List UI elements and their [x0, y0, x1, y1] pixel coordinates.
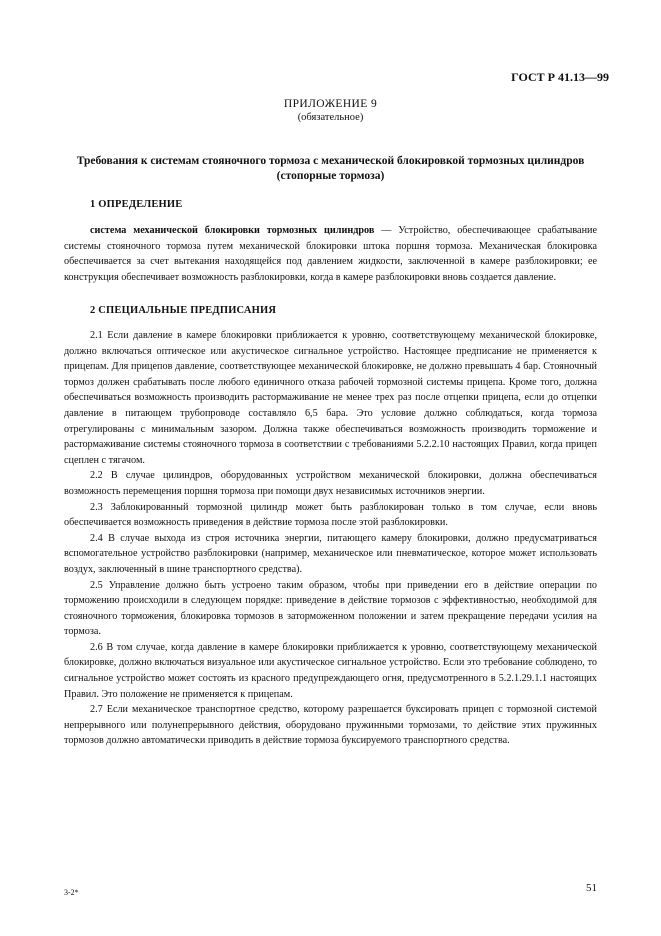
- paragraph-2-4: 2.4 В случае выхода из строя источника энергии, питающего камеру блокировки, должно предусматриваться вспомогательное устройство разблокировки (например, механическое или пневматическое, которое может использовать воздух, заключенный в шине транспортного средства).: [64, 532, 597, 575]
- standard-number: ГОСТ Р 41.13—99: [511, 70, 609, 84]
- appendix-subtitle: (обязательное): [297, 112, 364, 123]
- paragraph-2-1: 2.1 Если давление в камере блокировки приближается к уровню, соответствующему механической блокировке, должно включаться оптическое или акустическое сигнальное устройство. Настоящее предписание не применяется к прицепам. Для прицепов давление, соответствующее механической блокировке, не должно превышать 4 бар. Стояночный тормоз должен срабатывать после любого единичного отказа рабочей тормозной системы прицепа. Кроме того, должна обеспечиваться возможность производить растормаживание не менее трех раз после отцепки прицепа, если до отцепки давление в питающем трубопроводе составляло 6,5 бара. Это условие должно соблюдаться, когда тормоза отрегулированы с минимальным зазором. Должна также обеспечиваться возможность производить торможение и растормаживание системы стояночного тормоза в соответствии с требованиями 5.2.2.10 настоящих Правил, когда прицеп сцеплен с тягачом.: [64, 330, 597, 466]
- paragraph-2-5: 2.5 Управление должно быть устроено таким образом, чтобы при приведении его в действие операции по торможению происходили в следующем порядке: приведение в действие тормозов с эффективностью, необходимой для стояночного торможения, блокировка тормозов в заторможенном положении и затем прекращение передачи усилия на тормоза.: [64, 579, 597, 638]
- requirements-body: [64, 328, 597, 749]
- section-heading-special-requirements: 2 СПЕЦИАЛЬНЫЕ ПРЕДПИСАНИЯ: [90, 305, 277, 316]
- section-heading-definition: 1 ОПРЕДЕЛЕНИЕ: [90, 199, 183, 210]
- paragraph-2-2: 2.2 В случае цилиндров, оборудованных устройством механической блокировки, должна обеспечиваться возможность перемещения поршня тормоза при помощи двух независимых источников энергии.: [64, 470, 597, 497]
- definition-paragraph: [64, 223, 597, 285]
- paragraph-2-6: 2.6 В том случае, когда давление в камере блокировки приближается к уровню, соответствующему механической блокировке, должно включаться визуальное или акустическое сигнальное устройство. Если это требование соблюдено, то сигнальное устройство может состоять из красного предупреждающего огня, предусмотренного в 5.2.1.29.1.1 настоящих Правил. Это положение не применяется к прицепам.: [64, 641, 597, 700]
- document-title: Требования к системам стояночного тормоза с механической блокировкой тормозных цилиндров (стопорные тормоза): [76, 155, 585, 182]
- appendix-title: ПРИЛОЖЕНИЕ 9: [283, 98, 378, 110]
- page-number: 51: [586, 882, 597, 894]
- defined-term: система механической блокировки тормозных цилиндров: [90, 225, 375, 236]
- paragraph-2-7: 2.7 Если механическое транспортное средство, которому разрешается буксировать прицеп с тормозной системой непрерывного или полунепрерывного действия, оборудовано пружинными тормозами, то действие этих пружинных тормозов должно автоматически приводить в действие тормоза буксируемого транспортного средства.: [64, 704, 597, 747]
- paragraph-2-3: 2.3 Заблокированный тормозной цилиндр может быть разблокирован только в том случае, если вновь обеспечивается возможность приведения в действие тормоза после этой разблокировки.: [64, 501, 597, 529]
- sheet-mark: 3-2*: [64, 888, 79, 897]
- definition-text: — Устройство, обеспечивающее срабатывание системы стояночного тормоза путем механической блокировки штока поршня тормоза. Механическая блокировка обеспечивается за счет вытекания находящейся под давлением жидкости, заключенной в камере разблокировки; ее конструкция обеспечивает возможность разблокировки, когда в камере разблокировки вновь создается давление.: [64, 225, 597, 283]
